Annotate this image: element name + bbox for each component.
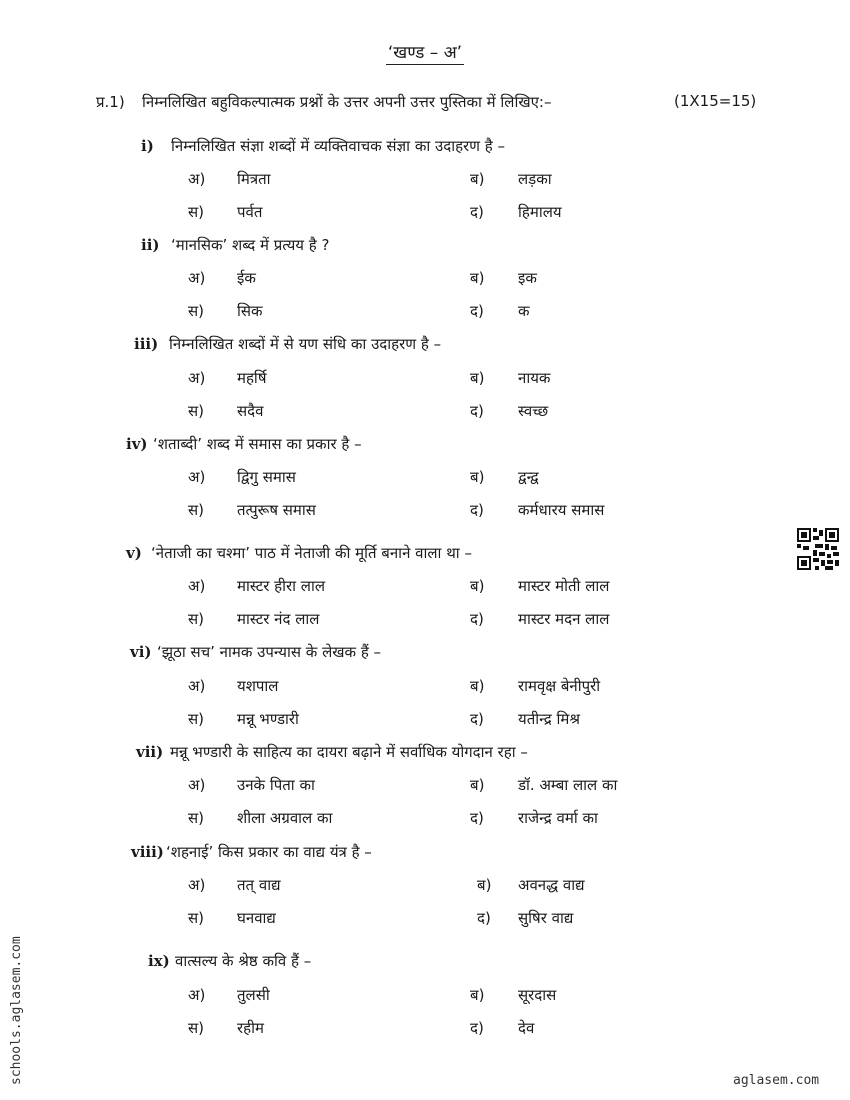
option-text: महर्षि xyxy=(237,369,267,387)
option-label: अ) xyxy=(188,577,206,595)
option-label: स) xyxy=(188,909,204,927)
option-text: शीला अग्रवाल का xyxy=(237,809,333,827)
option-text: अवनद्ध वाद्य xyxy=(518,876,585,894)
option-text: मास्टर मोती लाल xyxy=(518,577,610,595)
option-text: मास्टर मदन लाल xyxy=(518,610,610,628)
option-label: ब) xyxy=(470,170,485,188)
option-text: मित्रता xyxy=(237,170,271,188)
option-label: द) xyxy=(470,203,484,221)
question-number: viii) xyxy=(131,843,164,861)
option-label: द) xyxy=(470,1019,484,1037)
section-title xyxy=(0,40,850,63)
option-label: ब) xyxy=(470,677,485,695)
option-text: द्वन्द्व xyxy=(518,468,539,486)
option-label: अ) xyxy=(188,876,206,894)
option-text: मास्टर नंद लाल xyxy=(237,610,320,628)
question-text: ‘शताब्दी’ शब्द में समास का प्रकार है – xyxy=(153,435,362,453)
option-label: ब) xyxy=(470,269,485,287)
option-text: तत्पुरूष समास xyxy=(237,501,316,519)
option-text: मास्टर हीरा लाल xyxy=(237,577,326,595)
option-label: ब) xyxy=(470,369,485,387)
option-text: घनवाद्य xyxy=(237,909,276,927)
question-number: iii) xyxy=(134,335,159,353)
question-number: i) xyxy=(141,137,154,155)
option-label: अ) xyxy=(188,986,206,1004)
side-watermark: schools.aglasem.com xyxy=(9,936,24,1085)
option-text: सुषिर वाद्य xyxy=(518,909,574,927)
option-text: सदैव xyxy=(237,402,264,420)
option-text: हिमालय xyxy=(518,203,562,221)
question-text: वात्सल्य के श्रेष्ठ कवि हैं – xyxy=(175,952,312,970)
option-text: क xyxy=(518,302,530,320)
option-text: स्वच्छ xyxy=(518,402,549,420)
question-number: ii) xyxy=(141,236,160,254)
option-label: अ) xyxy=(188,170,206,188)
option-label: ब) xyxy=(470,986,485,1004)
option-label: द) xyxy=(470,809,484,827)
option-text: द्विगु समास xyxy=(237,468,296,486)
option-text: ईक xyxy=(237,269,256,287)
option-label: द) xyxy=(470,302,484,320)
question-text: निम्नलिखित संज्ञा शब्दों में व्यक्तिवाचक संज्ञा का उदाहरण है – xyxy=(171,137,506,155)
option-text: तत् वाद्य xyxy=(237,876,281,894)
question-text: ‘झूठा सच’ नामक उपन्यास के लेखक हैं – xyxy=(157,643,382,661)
qr-code-icon xyxy=(797,528,839,570)
option-label: स) xyxy=(188,402,204,420)
question-text: मन्नू भण्डारी के साहित्य का दायरा बढ़ाने में सर्वाधिक योगदान रहा – xyxy=(170,743,528,761)
main-question-number: प्र.1) xyxy=(96,93,125,111)
option-text: मन्नू भण्डारी xyxy=(237,710,299,728)
option-text: यतीन्द्र मिश्र xyxy=(518,710,580,728)
option-text: सिक xyxy=(237,302,263,320)
option-text: उनके पिता का xyxy=(237,776,315,794)
question-number: vi) xyxy=(130,643,152,661)
option-label: अ) xyxy=(188,677,206,695)
option-text: देव xyxy=(518,1019,535,1037)
option-label: ब) xyxy=(477,876,492,894)
option-text: कर्मधारय समास xyxy=(518,501,605,519)
question-number: vii) xyxy=(136,743,164,761)
question-number: ix) xyxy=(148,952,170,970)
option-text: रहीम xyxy=(237,1019,264,1037)
main-question-text: निम्नलिखित बहुविकल्पात्मक प्रश्नों के उत्तर अपनी उत्तर पुस्तिका में लिखिए:– xyxy=(142,93,552,111)
option-label: स) xyxy=(188,610,204,628)
option-label: ब) xyxy=(470,577,485,595)
section-title-text: ‘खण्ड – अ’ xyxy=(387,43,463,63)
option-label: द) xyxy=(470,610,484,628)
option-label: अ) xyxy=(188,269,206,287)
option-label: द) xyxy=(477,909,491,927)
option-text: डॉ. अम्बा लाल का xyxy=(518,776,618,794)
option-text: इक xyxy=(518,269,537,287)
option-text: लड़का xyxy=(518,170,552,188)
option-label: स) xyxy=(188,1019,204,1037)
option-label: द) xyxy=(470,501,484,519)
option-label: स) xyxy=(188,203,204,221)
option-label: द) xyxy=(470,710,484,728)
option-text: नायक xyxy=(518,369,551,387)
question-text: ‘नेताजी का चश्मा’ पाठ में नेताजी की मूर्ति बनाने वाला था – xyxy=(151,544,472,562)
question-text: निम्नलिखित शब्दों में से यण संधि का उदाहरण है – xyxy=(169,335,442,353)
main-question-marks: (1X15=15) xyxy=(674,92,757,110)
question-number: iv) xyxy=(126,435,148,453)
option-label: स) xyxy=(188,302,204,320)
option-text: सूरदास xyxy=(518,986,557,1004)
option-label: अ) xyxy=(188,776,206,794)
option-label: स) xyxy=(188,710,204,728)
option-text: तुलसी xyxy=(237,986,270,1004)
option-text: रामवृक्ष बेनीपुरी xyxy=(518,677,601,695)
question-text: ‘मानसिक’ शब्द में प्रत्यय है ? xyxy=(171,236,330,254)
option-label: स) xyxy=(188,501,204,519)
option-label: स) xyxy=(188,809,204,827)
option-label: ब) xyxy=(470,776,485,794)
option-label: ब) xyxy=(470,468,485,486)
option-text: पर्वत xyxy=(237,203,263,221)
question-number: v) xyxy=(126,544,142,562)
option-text: यशपाल xyxy=(237,677,279,695)
question-text: ‘शहनाई’ किस प्रकार का वाद्य यंत्र है – xyxy=(166,843,372,861)
option-label: अ) xyxy=(188,369,206,387)
option-label: अ) xyxy=(188,468,206,486)
option-label: द) xyxy=(470,402,484,420)
option-text: राजेन्द्र वर्मा का xyxy=(518,809,598,827)
footer-watermark: aglasem.com xyxy=(733,1073,820,1088)
